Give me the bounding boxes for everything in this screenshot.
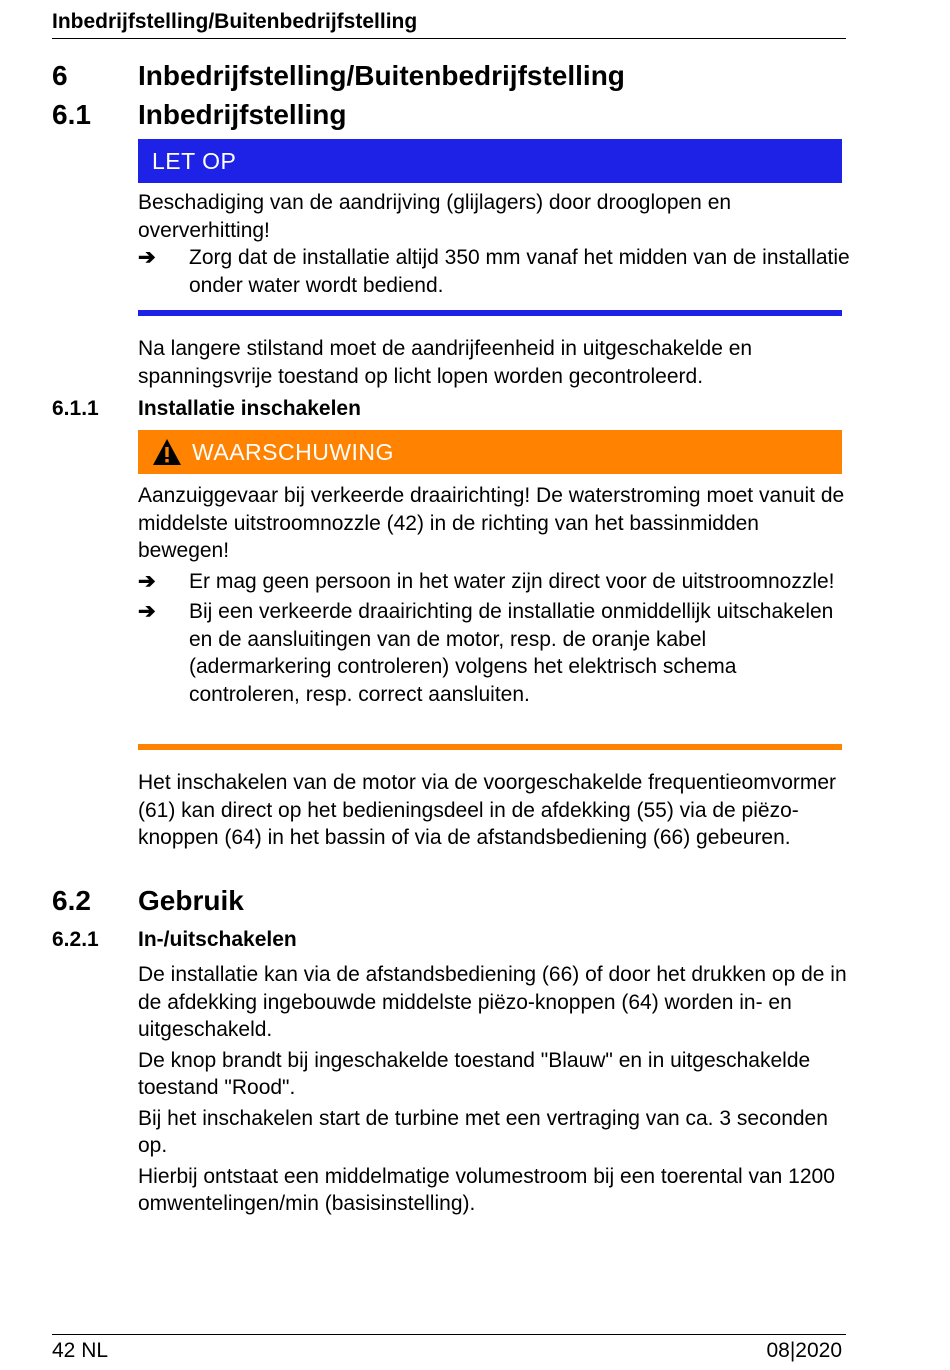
section-number: 6.1	[52, 99, 91, 130]
warning-bottom-rule	[138, 744, 842, 750]
arrow-right-icon: ➔	[138, 246, 156, 269]
notice-text: Beschadiging van de aandrijving (glijlagers) door drooglopen en oververhitting!	[138, 191, 732, 242]
paragraph-text: De installatie kan via de afstandsbediening (66) of door het drukken op de in de afdekking ingebouwde middelste piëzo-knoppen (64) worden in- en uitgeschakeld.	[138, 963, 847, 1041]
notice-banner	[138, 139, 842, 183]
bullet-text: Er mag geen persoon in het water zijn direct voor de uitstroomnozzle!	[189, 569, 835, 593]
paragraph-inschakelen	[138, 769, 850, 852]
warning-body	[138, 482, 850, 708]
warning-bullet	[138, 598, 850, 708]
page-number: 42 NL	[52, 1339, 109, 1362]
warning-triangle-icon	[152, 438, 182, 466]
section-number: 6.2.1	[52, 928, 99, 951]
warning-banner	[138, 430, 842, 474]
notice-body	[138, 189, 850, 299]
notice-label: LET OP	[152, 147, 237, 174]
paragraph-text: Na langere stilstand moet de aandrijfeenheid in uitgeschakelde en spanningsvrije toestand op licht lopen worden gecontroleerd.	[138, 337, 753, 388]
warning-bullet	[138, 568, 850, 596]
section-title: Gebruik	[138, 885, 244, 916]
bullet-text: Bij een verkeerde draairichting de installatie onmiddellijk uitschakelen en de aansluitingen van de motor, resp. de oranje kabel (adermarkering controleren) volgens het elektrisch schema controleren, resp. correct aansluiten.	[189, 600, 834, 706]
paragraph-text: Hierbij ontstaat een middelmatige volumestroom bij een toerental van 1200 omwentelingen/min (basisinstelling).	[138, 1164, 835, 1215]
running-header: Inbedrijfstelling/Buitenbedrijfstelling	[52, 8, 846, 39]
paragraph-text: Het inschakelen van de motor via de voorgeschakelde frequentieomvormer (61) kan direct op het bedieningsdeel in de afdekking (55) via de piëzo-knoppen (64) in het bassin of via de afstandsbediening (66) gebeuren.	[138, 771, 837, 849]
section-title: Inbedrijfstelling/Buitenbedrijfstelling	[138, 60, 625, 91]
section-title: Inbedrijfstelling	[138, 99, 347, 130]
warning-label: WAARSCHUWING	[192, 438, 394, 465]
section-title: In-/uitschakelen	[138, 928, 297, 951]
paragraph-text: De knop brandt bij ingeschakelde toestand "Blauw" en in uitgeschakelde toestand "Rood".	[138, 1048, 811, 1099]
section-6-2-1-body	[138, 961, 850, 1218]
document-date: 08|2020	[766, 1339, 842, 1362]
bullet-text: Zorg dat de installatie altijd 350 mm vanaf het midden van de installatie onder water wordt bediend.	[189, 246, 850, 297]
arrow-right-icon: ➔	[138, 600, 156, 623]
notice-bullet	[138, 244, 850, 299]
footer-rule	[52, 1334, 846, 1335]
paragraph-stilstand	[138, 335, 850, 390]
section-title: Installatie inschakelen	[138, 397, 361, 420]
paragraph-text: Bij het inschakelen start de turbine met een vertraging van ca. 3 seconden op.	[138, 1106, 828, 1157]
section-number: 6	[52, 60, 68, 91]
warning-text: Aanzuiggevaar bij verkeerde draairichting! De waterstroming moet vanuit de middelste uitstroomnozzle (42) in de richting van het bassinmidden bewegen!	[138, 484, 845, 562]
section-number: 6.1.1	[52, 397, 99, 420]
section-number: 6.2	[52, 885, 91, 916]
arrow-right-icon: ➔	[138, 569, 156, 593]
notice-bottom-rule	[138, 310, 842, 316]
